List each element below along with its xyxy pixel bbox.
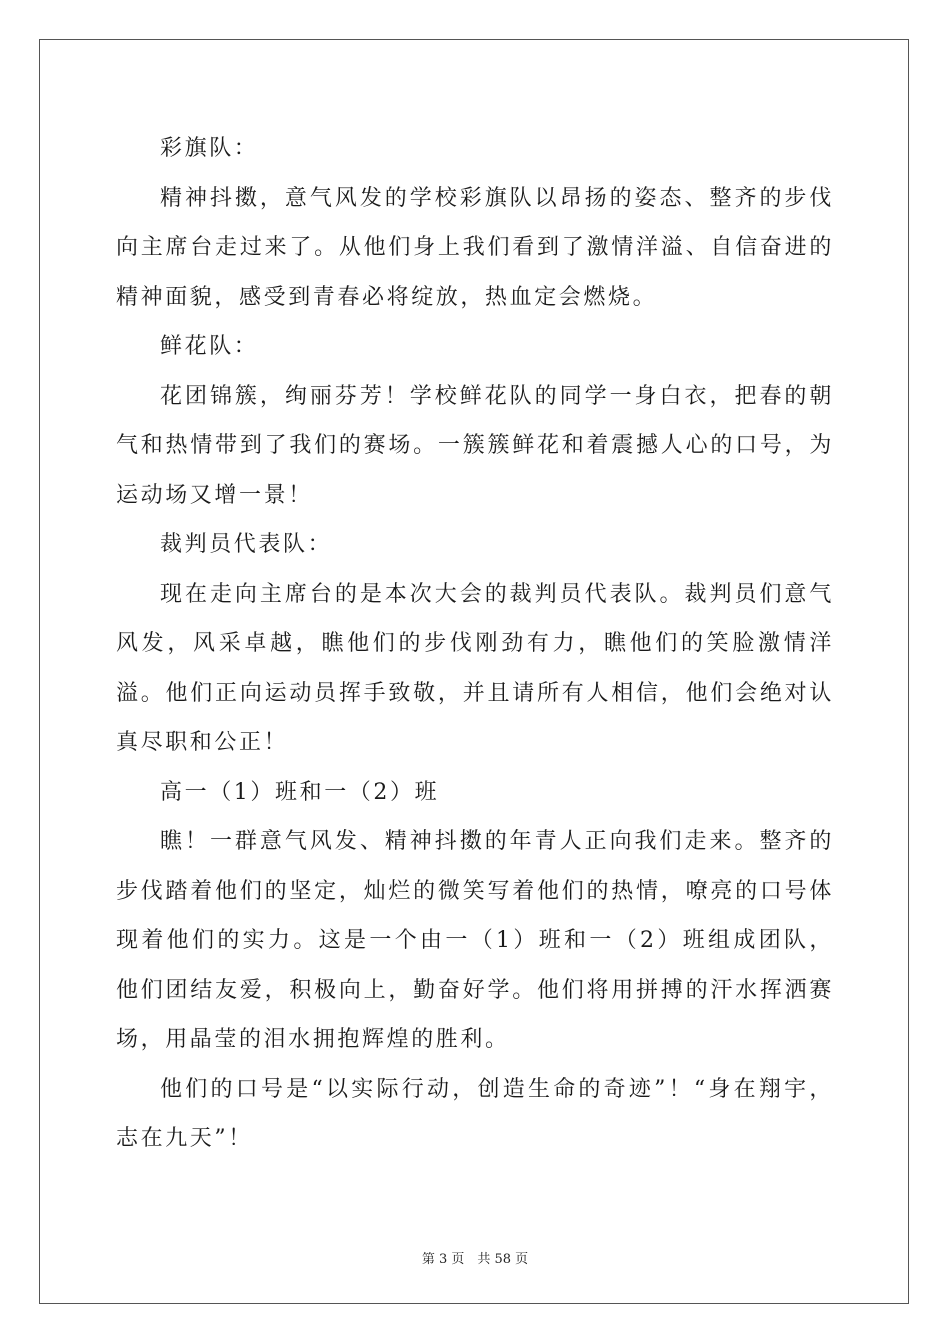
paragraph-class-team: 瞧！一群意气风发、精神抖擞的年青人正向我们走来。整齐的步伐踏着他们的坚定，灿烂的微笑写着他们的热情，嘹亮的口号体现着他们的实力。这是一个由一（1）班和一（2）班组成团队，他们团结友爱，积极向上，勤奋好学。他们将用拼搏的汗水挥洒赛场，用晶莹的泪水拥抱辉煌的胜利。 [116, 829, 834, 1052]
section-heading-flag-team: 彩旗队： [160, 136, 259, 161]
section-heading-flower-team: 鲜花队： [160, 334, 259, 359]
document-body [116, 124, 834, 1164]
paragraph-flag-team: 精神抖擞，意气风发的学校彩旗队以昂扬的姿态、整齐的步伐向主席台走过来了。从他们身上我们看到了激情洋溢、自信奋进的精神面貌，感受到青春必将绽放，热血定会燃烧。 [116, 185, 834, 310]
paragraph-referee-team: 现在走向主席台的是本次大会的裁判员代表队。裁判员们意气风发，风采卓越，瞧他们的步伐刚劲有力，瞧他们的笑脸激情洋溢。他们正向运动员挥手致敬，并且请所有人相信，他们会绝对认真尽职和公正！ [116, 581, 834, 755]
section-heading-referee-team: 裁判员代表队： [160, 532, 333, 557]
section-heading-class-team: 高一（1）班和一（2）班 [160, 779, 440, 805]
paragraph-slogan: 他们的口号是“以实际行动，创造生命的奇迹”！“身在翔宇，志在九天”！ [116, 1076, 834, 1151]
paragraph-flower-team: 花团锦簇，绚丽芬芳！学校鲜花队的同学一身白衣，把春的朝气和热情带到了我们的赛场。一簇簇鲜花和着震撼人心的口号，为运动场又增一景！ [116, 383, 834, 508]
page-number-footer: 第 3 页 共 58 页 [421, 1252, 529, 1267]
